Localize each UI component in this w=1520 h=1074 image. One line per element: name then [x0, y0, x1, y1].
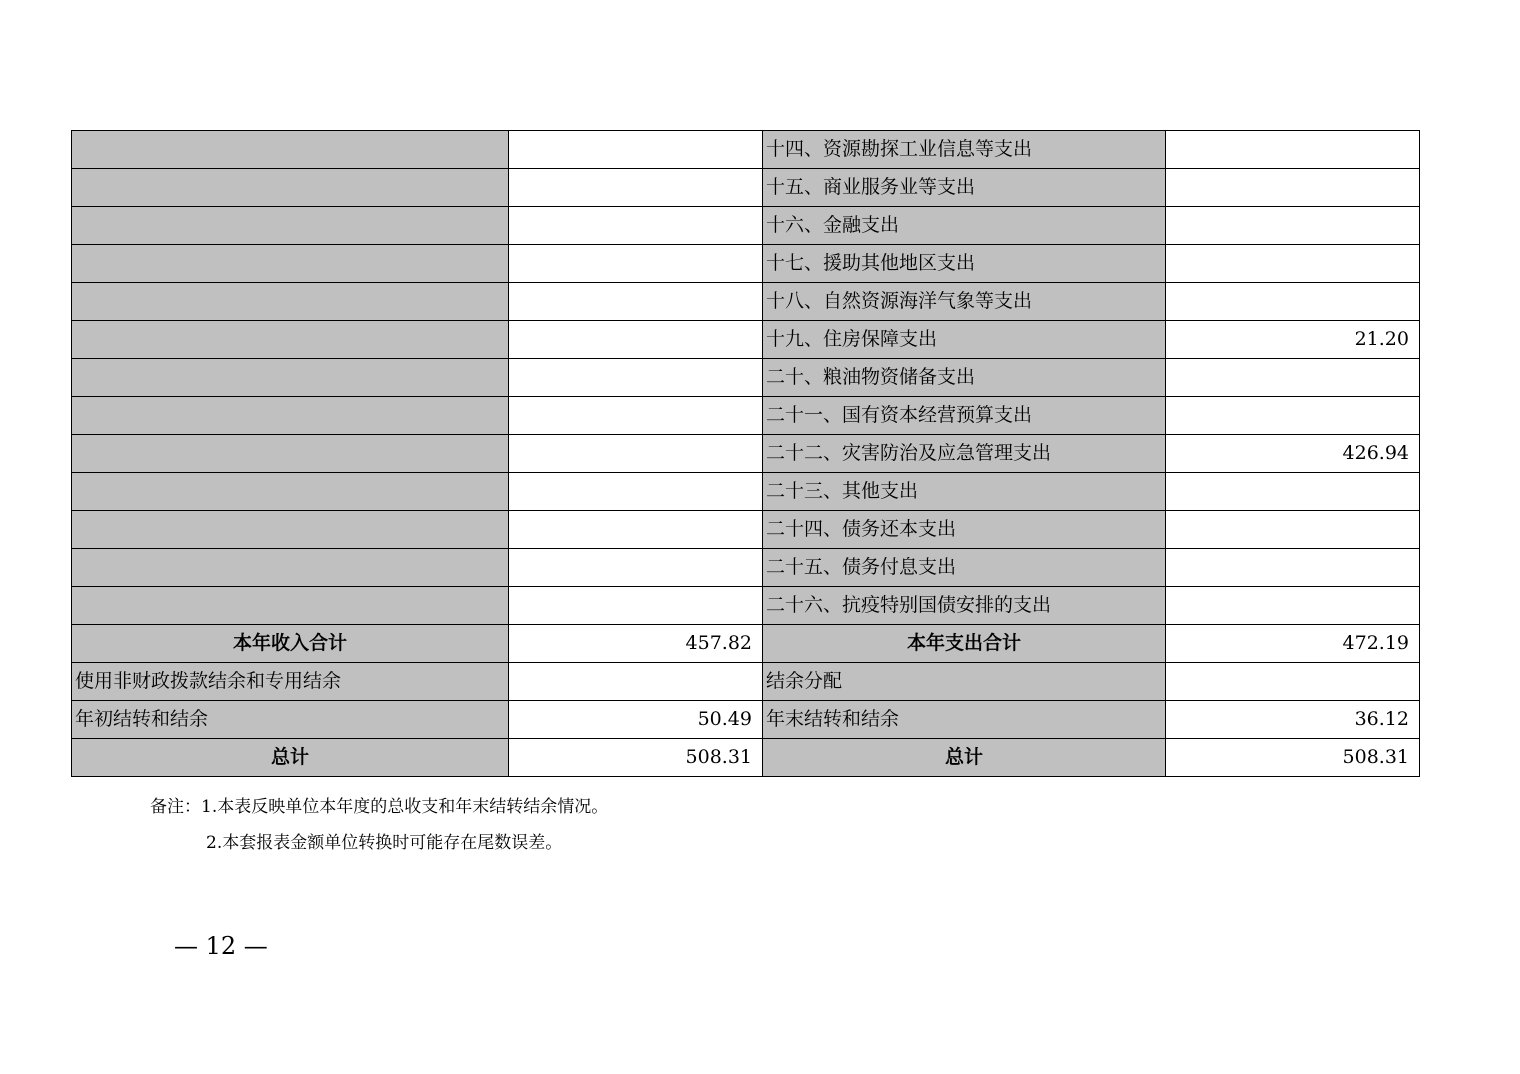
- expense-item-cell: 二十三、其他支出: [763, 473, 1166, 511]
- expense-item-cell: 二十二、灾害防治及应急管理支出: [763, 435, 1166, 473]
- expense-item-cell: 十六、金融支出: [763, 207, 1166, 245]
- expense-value-cell: 21.20: [1166, 321, 1420, 359]
- expense-value-cell: [1166, 169, 1420, 207]
- expense-item-cell: 十七、援助其他地区支出: [763, 245, 1166, 283]
- table-row-balance: [72, 663, 1420, 701]
- table-body: [72, 131, 1420, 777]
- income-value-cell: [509, 131, 763, 169]
- income-item-cell: [72, 245, 509, 283]
- non-fiscal-balance-value: [509, 663, 763, 701]
- table-row: [72, 131, 1420, 169]
- expense-item-cell: 十九、住房保障支出: [763, 321, 1166, 359]
- expense-value-cell: [1166, 473, 1420, 511]
- year-income-total-label: 本年收入合计: [72, 625, 509, 663]
- expense-item-cell: 十八、自然资源海洋气象等支出: [763, 283, 1166, 321]
- table-row: [72, 435, 1420, 473]
- expense-item-cell: 二十一、国有资本经营预算支出: [763, 397, 1166, 435]
- expense-item-cell: 二十四、债务还本支出: [763, 511, 1166, 549]
- expense-value-cell: [1166, 587, 1420, 625]
- income-item-cell: [72, 587, 509, 625]
- income-value-cell: [509, 169, 763, 207]
- expense-value-cell: [1166, 359, 1420, 397]
- expense-value-cell: [1166, 397, 1420, 435]
- table-row: [72, 207, 1420, 245]
- table-row: [72, 511, 1420, 549]
- income-value-cell: [509, 245, 763, 283]
- expense-grand-total-label: 总计: [763, 739, 1166, 777]
- income-item-cell: [72, 473, 509, 511]
- income-value-cell: [509, 321, 763, 359]
- income-expense-table: [71, 130, 1420, 777]
- page-number: — 12 —: [174, 932, 268, 960]
- year-income-total-value: 457.82: [509, 625, 763, 663]
- expense-value-cell: [1166, 549, 1420, 587]
- year-expense-total-value: 472.19: [1166, 625, 1420, 663]
- income-value-cell: [509, 587, 763, 625]
- table-row-grand-total: [72, 739, 1420, 777]
- income-item-cell: [72, 321, 509, 359]
- year-expense-total-label: 本年支出合计: [763, 625, 1166, 663]
- table-row: [72, 473, 1420, 511]
- expense-item-cell: 十四、资源勘探工业信息等支出: [763, 131, 1166, 169]
- non-fiscal-balance-label: 使用非财政拨款结余和专用结余: [72, 663, 509, 701]
- expense-item-cell: 二十六、抗疫特别国债安排的支出: [763, 587, 1166, 625]
- expense-value-cell: [1166, 207, 1420, 245]
- table-row: [72, 397, 1420, 435]
- beginning-carryover-value: 50.49: [509, 701, 763, 739]
- income-grand-total-value: 508.31: [509, 739, 763, 777]
- ending-carryover-label: 年末结转和结余: [763, 701, 1166, 739]
- table-row: [72, 245, 1420, 283]
- income-item-cell: [72, 435, 509, 473]
- note-line-1: 备注：1.本表反映单位本年度的总收支和年末结转结余情况。: [150, 797, 609, 817]
- income-grand-total-label: 总计: [72, 739, 509, 777]
- income-item-cell: [72, 397, 509, 435]
- expense-value-cell: 426.94: [1166, 435, 1420, 473]
- income-item-cell: [72, 549, 509, 587]
- table-row-year-total: [72, 625, 1420, 663]
- income-item-cell: [72, 283, 509, 321]
- income-item-cell: [72, 511, 509, 549]
- table-row: [72, 283, 1420, 321]
- expense-item-cell: 二十五、债务付息支出: [763, 549, 1166, 587]
- income-value-cell: [509, 473, 763, 511]
- income-value-cell: [509, 435, 763, 473]
- expense-item-cell: 十五、商业服务业等支出: [763, 169, 1166, 207]
- income-item-cell: [72, 207, 509, 245]
- table-row-carryover: [72, 701, 1420, 739]
- expense-item-cell: 二十、粮油物资储备支出: [763, 359, 1166, 397]
- note-line-2: 2.本套报表金额单位转换时可能存在尾数误差。: [206, 833, 563, 853]
- income-item-cell: [72, 169, 509, 207]
- surplus-distribution-value: [1166, 663, 1420, 701]
- beginning-carryover-label: 年初结转和结余: [72, 701, 509, 739]
- expense-grand-total-value: 508.31: [1166, 739, 1420, 777]
- income-item-cell: [72, 131, 509, 169]
- income-value-cell: [509, 397, 763, 435]
- expense-value-cell: [1166, 283, 1420, 321]
- surplus-distribution-label: 结余分配: [763, 663, 1166, 701]
- ending-carryover-value: 36.12: [1166, 701, 1420, 739]
- income-value-cell: [509, 359, 763, 397]
- table-row: [72, 587, 1420, 625]
- income-item-cell: [72, 359, 509, 397]
- expense-value-cell: [1166, 511, 1420, 549]
- income-value-cell: [509, 549, 763, 587]
- table-row: [72, 549, 1420, 587]
- table-row: [72, 359, 1420, 397]
- expense-value-cell: [1166, 245, 1420, 283]
- income-value-cell: [509, 283, 763, 321]
- expense-value-cell: [1166, 131, 1420, 169]
- income-value-cell: [509, 207, 763, 245]
- table-row: [72, 169, 1420, 207]
- income-value-cell: [509, 511, 763, 549]
- table-row: [72, 321, 1420, 359]
